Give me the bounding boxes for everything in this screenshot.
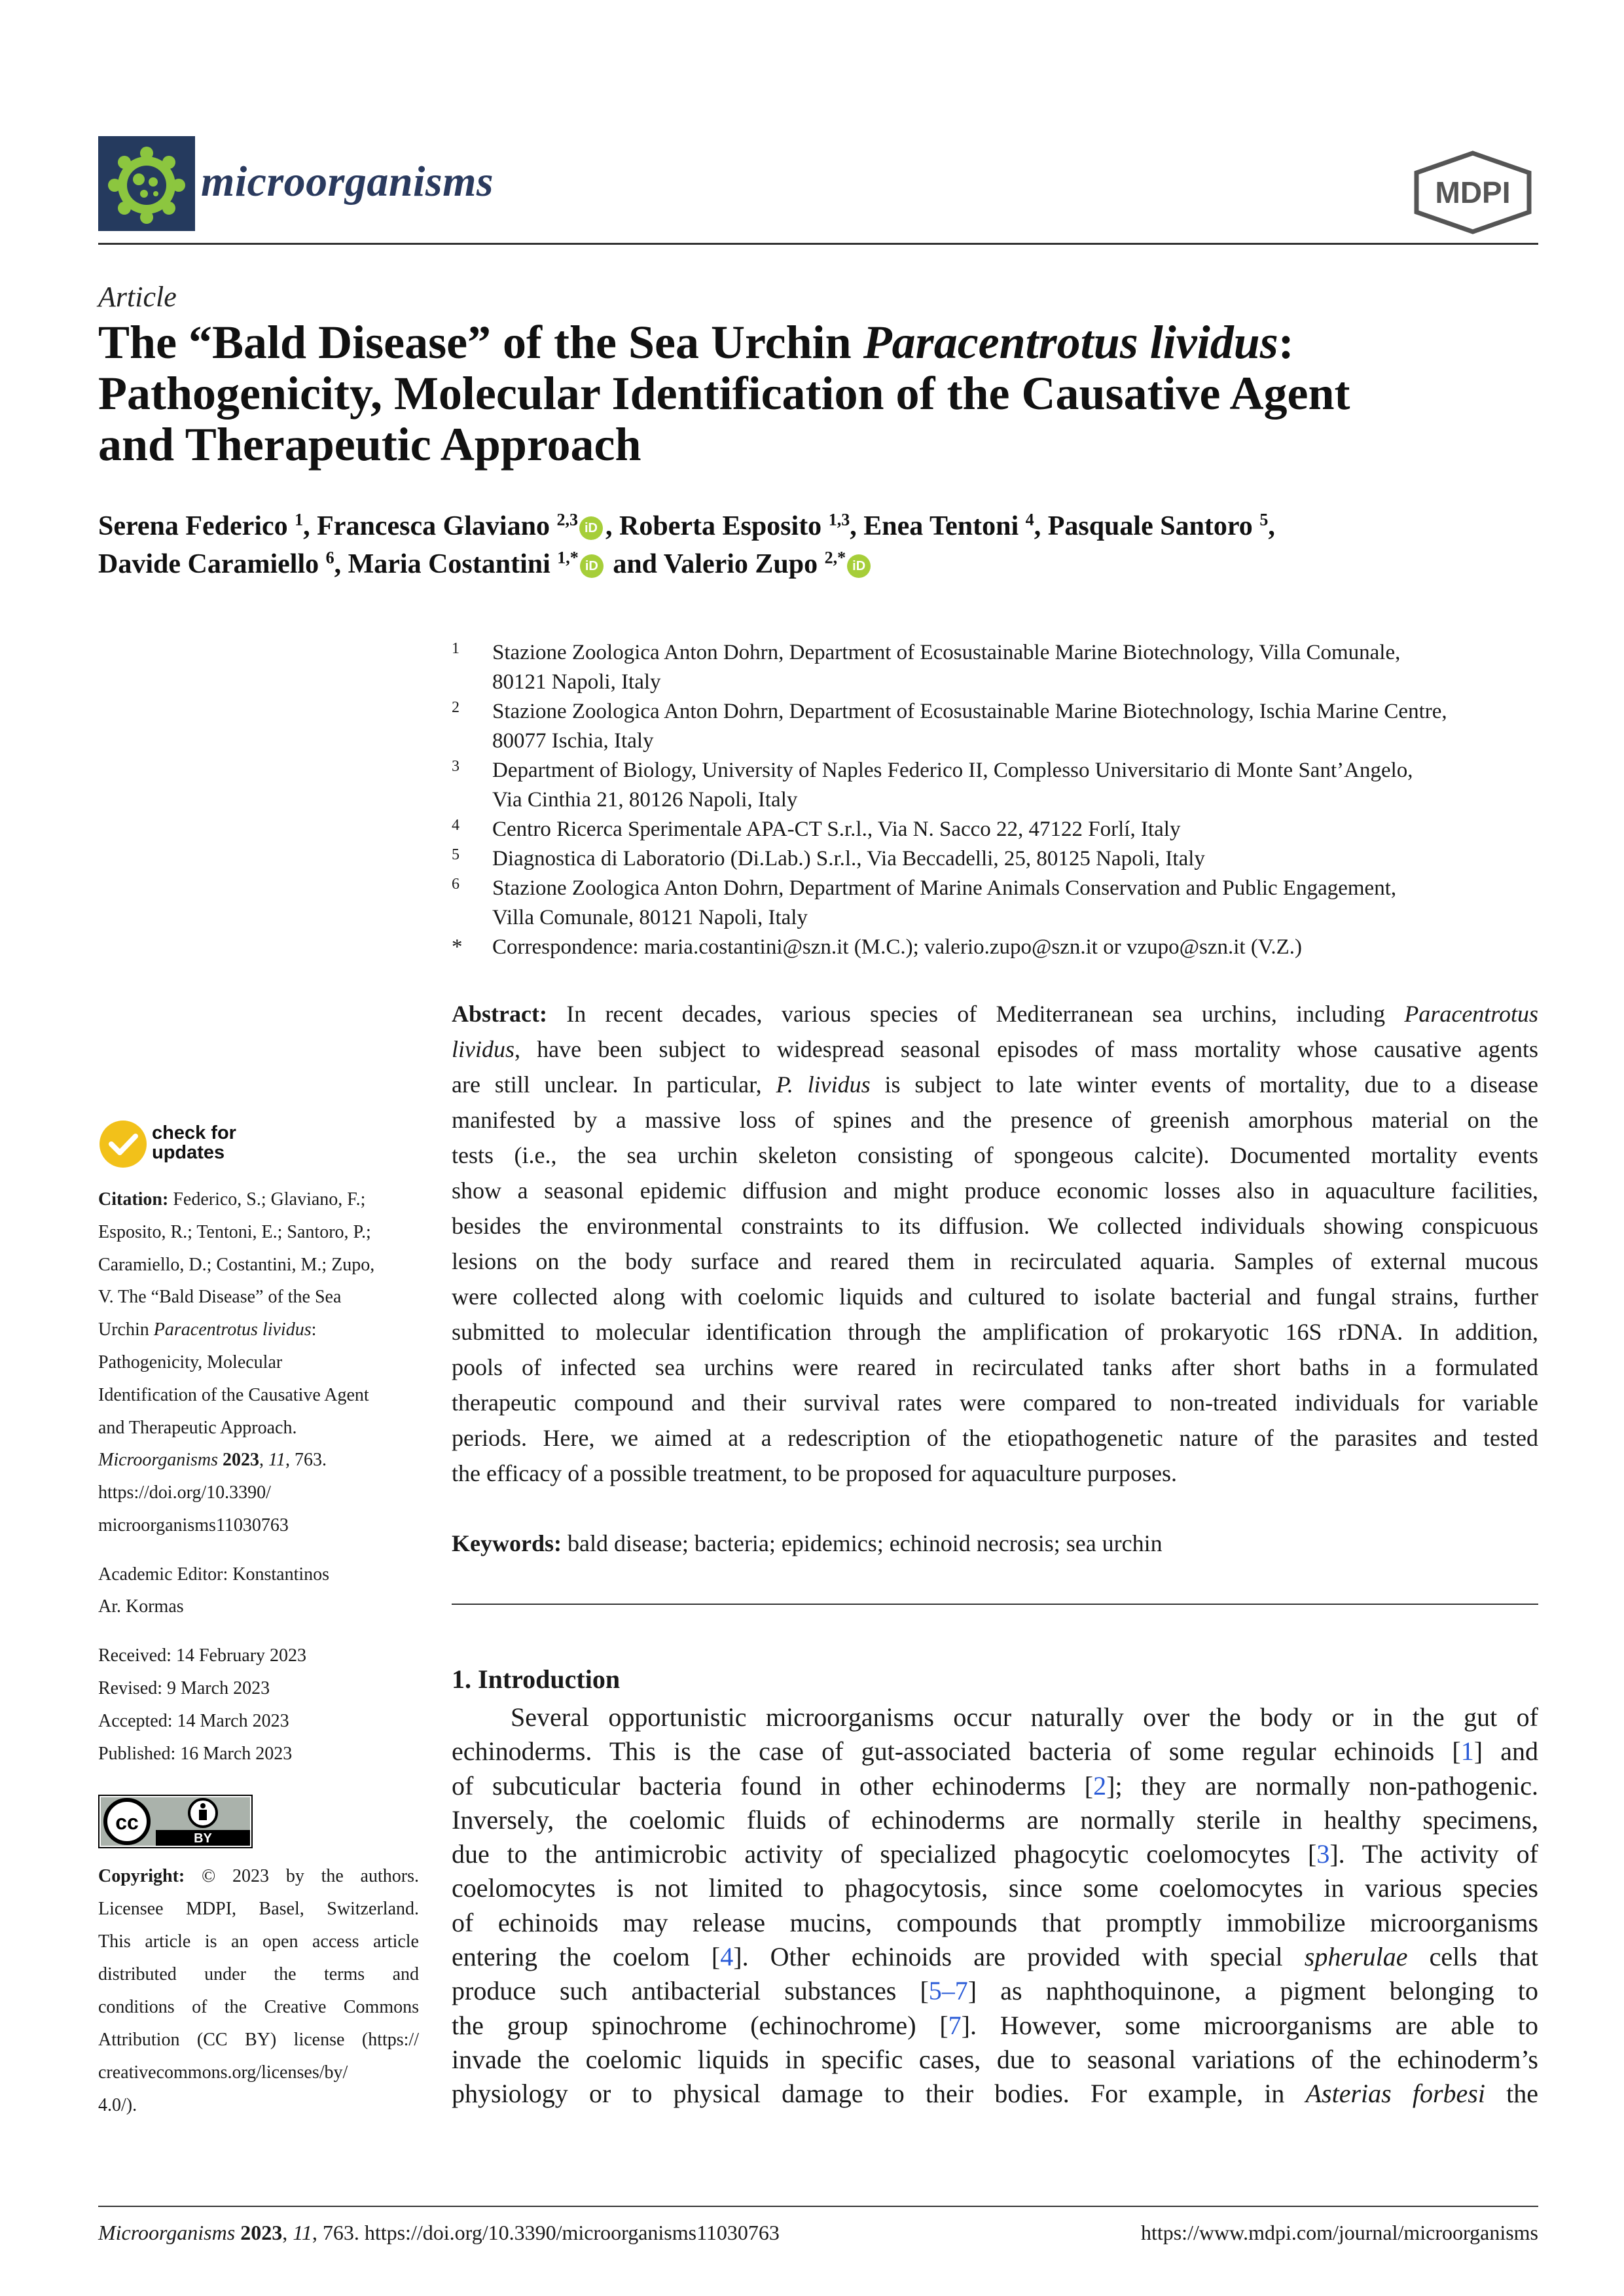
affiliation-number: 1 bbox=[452, 640, 460, 657]
author-separator: , bbox=[605, 511, 619, 541]
svg-text:cc: cc bbox=[115, 1810, 139, 1834]
text-run: Urchin bbox=[98, 1319, 154, 1340]
reference-link[interactable]: 3 bbox=[1316, 1839, 1330, 1869]
author-separator: , bbox=[334, 549, 348, 579]
introduction-body bbox=[452, 1700, 1538, 2111]
text-run: 4.0/). bbox=[98, 2095, 137, 2115]
publisher-logo-text: MDPI bbox=[1435, 175, 1511, 209]
journal-name: microorganisms bbox=[201, 158, 494, 206]
text-run: , 763. bbox=[285, 1450, 327, 1471]
copyright-line bbox=[98, 1860, 419, 1893]
copyright-line bbox=[98, 1893, 419, 1926]
text-run: , 763. https://doi.org/10.3390/microorganisms11030763 bbox=[312, 2221, 780, 2244]
text-run: periods. Here, we aimed at a redescription of the etiopathogenetic nature of the parasites and tested bbox=[452, 1425, 1538, 1451]
text-run: Microorganisms bbox=[98, 1450, 219, 1471]
text-run: 2023 bbox=[240, 2221, 283, 2244]
mdpi-logo bbox=[1407, 149, 1538, 234]
article-type: Article bbox=[98, 281, 177, 313]
text-run: of echinoids may release mucins, compounds that promptly immobilize microorganisms bbox=[452, 1907, 1538, 1937]
text-run: besides the environmental constraints to its diffusion. We collected individuals showing conspicuous bbox=[452, 1213, 1538, 1239]
abstract-label: Abstract: bbox=[452, 1001, 547, 1027]
text-run: ] and bbox=[1473, 1736, 1538, 1767]
text-run: Paracentrotus bbox=[1404, 1001, 1538, 1027]
text-run: submitted to molecular identification through the amplification of prokaryotic 16S rDNA. In addition, bbox=[452, 1319, 1538, 1345]
citation-line bbox=[98, 1346, 419, 1379]
date-line: Revised: 9 March 2023 bbox=[98, 1678, 270, 1698]
text-run: Citation: bbox=[98, 1189, 169, 1210]
text-run: Asterias forbesi bbox=[1305, 2079, 1485, 2109]
affiliation-number: 5 bbox=[452, 846, 460, 863]
author-affiliation-marker: 1 bbox=[295, 510, 304, 529]
introduction-line bbox=[452, 2043, 1538, 2077]
text-run: Pathogenicity, Molecular bbox=[98, 1352, 283, 1372]
affiliation-number: 6 bbox=[452, 876, 460, 893]
text-run: 2023 bbox=[223, 1450, 260, 1471]
text-run: show a seasonal epidemic diffusion and might produce economic losses also in aquaculture facilities, bbox=[452, 1177, 1538, 1204]
author-separator: , bbox=[303, 511, 317, 541]
author-name[interactable]: Serena Federico bbox=[98, 511, 288, 541]
text-run: This article is an open access article bbox=[98, 1931, 419, 1952]
text-run: physiology or to physical damage to their bodies. For example, in bbox=[452, 2079, 1306, 2109]
citation-line bbox=[98, 1183, 419, 1216]
text-run: invade the coelomic liquids in specific cases, due to seasonal variations of the echinoderm’s bbox=[452, 2044, 1538, 2074]
article-title bbox=[98, 317, 1551, 470]
text-run: , bbox=[259, 1450, 269, 1471]
affiliation-number: 4 bbox=[452, 817, 460, 834]
copyright-line bbox=[98, 1991, 419, 2024]
text-run: https://doi.org/10.3390/ bbox=[98, 1482, 271, 1503]
affiliation-text: Centro Ricerca Sperimentale APA-CT S.r.l., Via N. Sacco 22, 47122 Forlí, Italy bbox=[492, 817, 1181, 841]
affiliation-text: 80121 Napoli, Italy bbox=[492, 670, 661, 694]
author-affiliation-marker: 4 bbox=[1025, 510, 1034, 529]
orcid-icon[interactable]: iD bbox=[847, 554, 871, 578]
abstract-line bbox=[452, 1350, 1538, 1385]
copyright-line bbox=[98, 1958, 419, 1991]
date-line: Accepted: 14 March 2023 bbox=[98, 1711, 289, 1731]
author-name[interactable]: Enea Tentoni bbox=[863, 511, 1019, 541]
text-run bbox=[235, 2221, 240, 2244]
citation-line bbox=[98, 1509, 419, 1542]
text-run: lesions on the body surface and reared them in recirculated aquaria. Samples of external mucous bbox=[452, 1248, 1538, 1274]
introduction-line bbox=[452, 1700, 1538, 1734]
affiliation-text: Stazione Zoologica Anton Dohrn, Department of Marine Animals Conservation and Public Engagement, bbox=[492, 876, 1397, 900]
text-run: due to the antimicrobic activity of specialized phagocytic coelomocytes [ bbox=[452, 1839, 1317, 1869]
introduction-line bbox=[452, 1940, 1538, 1974]
text-run: pools of infected sea urchins were reared in recirculated tanks after short baths in a formulated bbox=[452, 1354, 1538, 1380]
text-run: : bbox=[311, 1319, 317, 1340]
text-run: Licensee MDPI, Basel, Switzerland. bbox=[98, 1899, 419, 1919]
text-run: ]. Other echinoids are provided with special bbox=[733, 1942, 1305, 1972]
text-run: lividus bbox=[452, 1036, 514, 1062]
correspondence-mark: * bbox=[452, 935, 463, 959]
text-run: were collected along with coelomic liquids and cultured to isolate bacterial and fungal strains, further bbox=[452, 1283, 1538, 1310]
text-run: the efficacy of a possible treatment, to be proposed for aquaculture purposes. bbox=[452, 1460, 1177, 1486]
author-name[interactable]: Davide Caramiello bbox=[98, 549, 319, 579]
affiliation-item bbox=[452, 638, 1545, 697]
citation-line bbox=[98, 1281, 419, 1314]
text-run: spherulae bbox=[1304, 1942, 1408, 1972]
title-text: Paracentrotus lividus bbox=[863, 316, 1278, 368]
title-line bbox=[98, 317, 1551, 368]
introduction-line bbox=[452, 1837, 1538, 1871]
citation-line bbox=[98, 1216, 419, 1249]
author-line bbox=[98, 545, 1538, 583]
orcid-icon[interactable]: iD bbox=[580, 554, 604, 578]
affiliation-number: 3 bbox=[452, 758, 460, 775]
text-run bbox=[218, 1450, 223, 1470]
author-affiliation-marker: 1,* bbox=[557, 548, 579, 567]
citation-line bbox=[98, 1379, 419, 1412]
abstract-line bbox=[452, 1067, 1538, 1102]
text-run: cells that bbox=[1407, 1942, 1538, 1972]
date-line: Received: 14 February 2023 bbox=[98, 1645, 307, 1666]
text-run: 11 bbox=[293, 2221, 312, 2244]
copyright-line bbox=[98, 1926, 419, 1958]
editor-line: Academic Editor: Konstantinos bbox=[98, 1564, 330, 1585]
text-run: Microorganisms bbox=[98, 2221, 236, 2244]
reference-link[interactable]: 4 bbox=[720, 1942, 734, 1972]
text-run: ]; they are normally non-pathogenic. bbox=[1106, 1770, 1539, 1801]
title-line: Pathogenicity, Molecular Identification of the Causative Agent bbox=[98, 367, 1350, 420]
text-run: Copyright: bbox=[98, 1866, 185, 1886]
academic-editor bbox=[98, 1558, 419, 1623]
text-run: coelomocytes is not limited to phagocytosis, since some coelomocytes in various species bbox=[452, 1873, 1538, 1903]
introduction-line bbox=[452, 2009, 1538, 2043]
text-run: are still unclear. In particular, bbox=[452, 1071, 776, 1098]
abstract-line bbox=[452, 1456, 1538, 1491]
text-run: Identification of the Causative Agent bbox=[98, 1384, 369, 1405]
text-run: conditions of the Creative Commons bbox=[98, 1997, 419, 2017]
affiliation-item bbox=[452, 697, 1545, 756]
text-run: [ bbox=[1452, 1736, 1461, 1767]
footer-journal-url[interactable]: https://www.mdpi.com/journal/microorganisms bbox=[1140, 2221, 1538, 2244]
cc-by-label: BY bbox=[194, 1831, 212, 1846]
affiliation-item bbox=[452, 844, 1545, 874]
reference-link[interactable]: 2 bbox=[1093, 1770, 1107, 1801]
abstract-line bbox=[452, 1279, 1538, 1314]
copyright-line bbox=[98, 2056, 419, 2089]
affiliation-text: Department of Biology, University of Naples Federico II, Complesso Universitario di Monte Sant’Angelo, bbox=[492, 759, 1413, 782]
correspondence-text: Correspondence: maria.costantini@szn.it (M.C.); valerio.zupo@szn.it or vzupo@szn.it (V.Z.) bbox=[492, 935, 1303, 959]
text-run: produce such antibacterial substances [ bbox=[452, 1976, 929, 2006]
affiliation-text: Diagnostica di Laboratorio (Di.Lab.) S.r.l., Via Beccadelli, 25, 80125 Napoli, Italy bbox=[492, 847, 1205, 870]
author-affiliation-marker: 6 bbox=[325, 548, 334, 567]
footer-rule bbox=[98, 2206, 1538, 2207]
author-name[interactable]: Francesca Glaviano bbox=[317, 511, 550, 541]
introduction-line bbox=[452, 1769, 1538, 1803]
author-affiliation-marker: 5 bbox=[1259, 510, 1269, 529]
affiliation-text: Stazione Zoologica Anton Dohrn, Department of Ecosustainable Marine Biotechnology, Ischia Marine Centre, bbox=[492, 700, 1447, 723]
affiliation-text: Via Cinthia 21, 80126 Napoli, Italy bbox=[492, 788, 798, 812]
affiliation-number: 2 bbox=[452, 699, 460, 716]
text-run: Several opportunistic microorganisms occur naturally over the body or in the gut of bbox=[511, 1702, 1538, 1732]
abstract-line bbox=[452, 1420, 1538, 1456]
affiliation-item bbox=[452, 815, 1545, 844]
introduction-line bbox=[452, 1906, 1538, 1940]
text-run: echinoderms. This is the case of gut-associated bacteria of some regular echinoids bbox=[452, 1736, 1453, 1767]
section-heading-introduction: 1. Introduction bbox=[452, 1664, 621, 1694]
abstract-line bbox=[452, 1314, 1538, 1350]
text-run: therapeutic compound and their survival rates were compared to non-treated individuals for variable bbox=[452, 1390, 1538, 1416]
text-run: Attribution (CC BY) license (https:// bbox=[98, 2030, 419, 2050]
citation-line bbox=[98, 1314, 419, 1346]
abstract-line bbox=[452, 1031, 1538, 1067]
text-run: ]. The activity of bbox=[1329, 1839, 1538, 1869]
text-run: creativecommons.org/licenses/by/ bbox=[98, 2062, 348, 2083]
title-text: The “Bald Disease” of the Sea Urchin bbox=[98, 316, 863, 368]
abstract-line bbox=[452, 1385, 1538, 1420]
check-for-updates-text[interactable]: check for updates bbox=[152, 1122, 236, 1163]
affiliation-item bbox=[452, 756, 1545, 815]
author-name[interactable]: Roberta Esposito bbox=[619, 511, 822, 541]
affiliation-text: Stazione Zoologica Anton Dohrn, Department of Ecosustainable Marine Biotechnology, Villa Comunale, bbox=[492, 641, 1401, 664]
author-separator: , bbox=[850, 511, 864, 541]
text-run: of subcuticular bacteria found in other echinoderms [ bbox=[452, 1770, 1094, 1801]
copyright-line bbox=[98, 2024, 419, 2056]
orcid-icon[interactable]: iD bbox=[579, 516, 603, 540]
title-line: and Therapeutic Approach bbox=[98, 418, 641, 471]
author-name[interactable]: Maria Costantini bbox=[348, 549, 550, 579]
author-list bbox=[98, 507, 1538, 583]
text-run: the group spinochrome (echinochrome) [ bbox=[452, 2010, 948, 2040]
text-run: Inversely, the coelomic fluids of echinoderms are normally sterile in healthy specimens, bbox=[452, 1804, 1538, 1835]
footer-citation bbox=[98, 2221, 780, 2245]
abstract-line bbox=[452, 1208, 1538, 1244]
text-run: 11 bbox=[268, 1450, 285, 1471]
text-run: tests (i.e., the sea urchin skeleton consisting of spongeous calcite). Documented mortality events bbox=[452, 1142, 1538, 1168]
introduction-line bbox=[452, 1871, 1538, 1905]
publication-dates bbox=[98, 1640, 419, 1770]
author-separator: , bbox=[1268, 511, 1275, 541]
copyright-notice bbox=[98, 1860, 419, 2122]
cc-by-license-badge[interactable] bbox=[98, 1795, 253, 1848]
affiliations bbox=[452, 638, 1545, 962]
author-separator: and bbox=[605, 549, 664, 579]
affiliation-text: Villa Comunale, 80121 Napoli, Italy bbox=[492, 906, 808, 929]
editor-line: Ar. Kormas bbox=[98, 1596, 184, 1617]
keywords-label: Keywords: bbox=[452, 1530, 562, 1556]
text-run: Caramiello, D.; Costantini, M.; Zupo, bbox=[98, 1254, 375, 1275]
introduction-line bbox=[452, 1974, 1538, 2008]
author-line bbox=[98, 507, 1538, 545]
text-run: © 2023 by the authors. bbox=[185, 1866, 419, 1886]
affiliation-text: 80077 Ischia, Italy bbox=[492, 729, 654, 753]
citation-line bbox=[98, 1412, 419, 1444]
keywords-text: bald disease; bacteria; epidemics; echinoid necrosis; sea urchin bbox=[561, 1530, 1163, 1556]
text-run: ] as naphthoquinone, a pigment belonging to bbox=[967, 1976, 1538, 2006]
introduction-line bbox=[452, 1803, 1538, 1837]
keywords bbox=[452, 1526, 1538, 1561]
abstract-line bbox=[452, 1138, 1538, 1173]
reference-link[interactable]: 5–7 bbox=[928, 1976, 968, 2006]
copyright-line bbox=[98, 2089, 419, 2122]
text-run: entering the coelom [ bbox=[452, 1942, 721, 1972]
abstract-line bbox=[452, 996, 1538, 1031]
author-name[interactable]: Valerio Zupo bbox=[663, 549, 818, 579]
text-run: Esposito, R.; Tentoni, E.; Santoro, P.; bbox=[98, 1221, 371, 1242]
text-run: is subject to late winter events of mortality, due to a disease bbox=[870, 1071, 1538, 1098]
text-run: P. lividus bbox=[776, 1071, 871, 1098]
checkmark-icon bbox=[98, 1119, 148, 1169]
citation-line bbox=[98, 1444, 419, 1477]
journal-logo bbox=[98, 136, 195, 231]
reference-link[interactable]: 1 bbox=[1460, 1736, 1474, 1767]
text-run: manifested by a massive loss of spines and the presence of greenish amorphous material on the bbox=[452, 1107, 1538, 1133]
citation bbox=[98, 1183, 419, 1542]
date-line: Published: 16 March 2023 bbox=[98, 1744, 293, 1764]
text-run: , bbox=[282, 2221, 293, 2244]
text-run: distributed under the terms and bbox=[98, 1964, 419, 1984]
author-separator: , bbox=[1034, 511, 1048, 541]
text-run: Federico, S.; Glaviano, F.; bbox=[168, 1189, 366, 1210]
author-affiliation-marker: 2,3 bbox=[556, 510, 578, 529]
reference-link[interactable]: 7 bbox=[948, 2010, 962, 2040]
abstract-line bbox=[452, 1173, 1538, 1208]
text-run: the bbox=[1485, 2079, 1539, 2109]
text-run: V. The “Bald Disease” of the Sea bbox=[98, 1287, 342, 1308]
citation-line bbox=[98, 1249, 419, 1282]
introduction-line bbox=[452, 1734, 1538, 1768]
affiliation-item bbox=[452, 874, 1545, 933]
microorganism-gear-icon bbox=[98, 136, 195, 231]
text-run: ]. However, some microorganisms are able to bbox=[961, 2010, 1538, 2040]
author-affiliation-marker: 1,3 bbox=[828, 510, 850, 529]
citation-line bbox=[98, 1477, 419, 1509]
correspondence bbox=[452, 933, 1545, 962]
text-run: In recent decades, various species of Mediterranean sea urchins, including bbox=[547, 1001, 1405, 1027]
text-run: Paracentrotus lividus bbox=[153, 1319, 312, 1340]
author-name[interactable]: Pasquale Santoro bbox=[1047, 511, 1253, 541]
text-run: , have been subject to widespread seasonal episodes of mass mortality whose causative agents bbox=[514, 1036, 1538, 1062]
introduction-line bbox=[452, 2077, 1538, 2111]
author-affiliation-marker: 2,* bbox=[824, 548, 846, 567]
title-text: : bbox=[1278, 316, 1294, 368]
header-rule bbox=[98, 243, 1538, 245]
text-run: microorganisms11030763 bbox=[98, 1515, 289, 1535]
text-run: and Therapeutic Approach. bbox=[98, 1417, 297, 1438]
abstract bbox=[452, 996, 1538, 1491]
abstract-line bbox=[452, 1102, 1538, 1138]
keywords-rule bbox=[452, 1604, 1538, 1605]
abstract-line bbox=[452, 1244, 1538, 1279]
